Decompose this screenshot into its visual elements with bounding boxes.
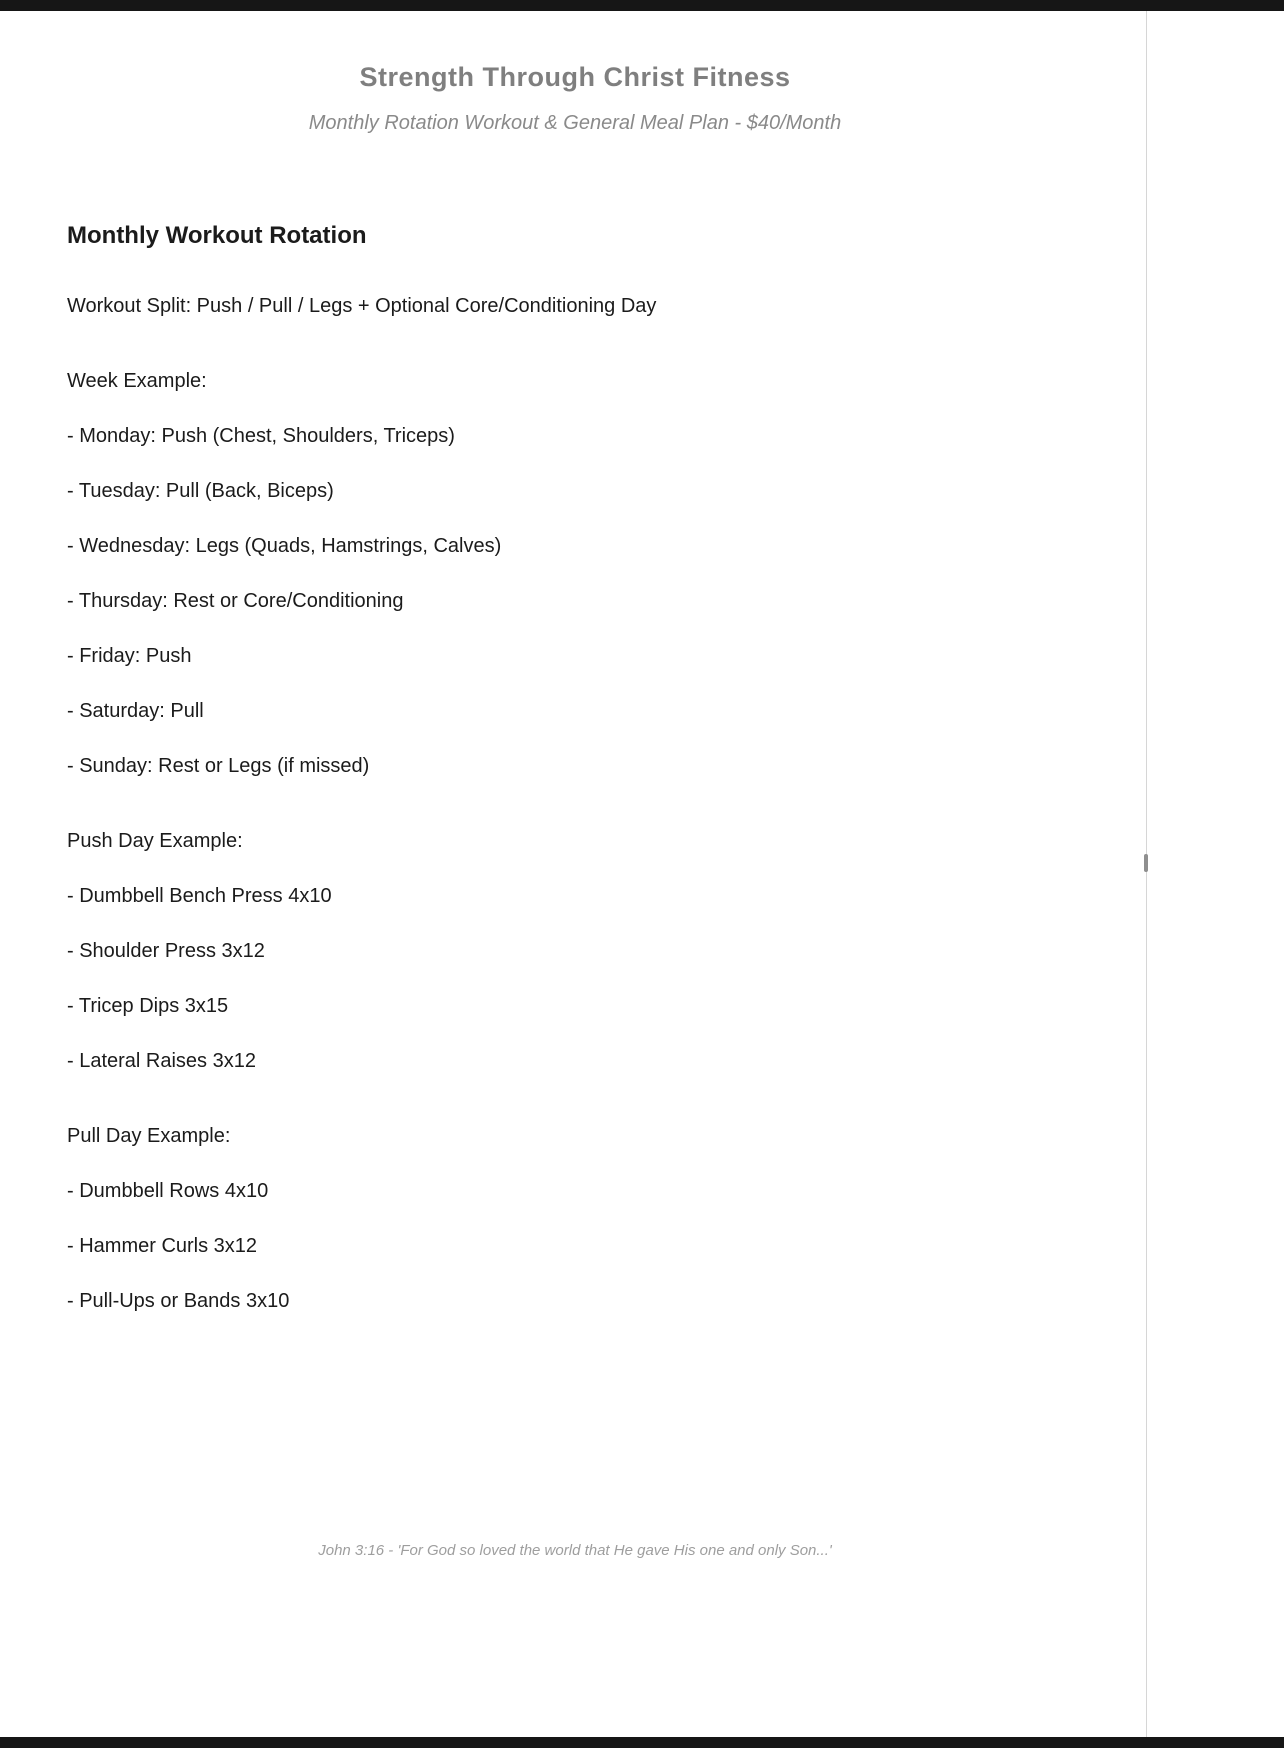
- push-item-shoulder-press: - Shoulder Press 3x12: [67, 940, 265, 962]
- document-footer-verse: John 3:16 - 'For God so loved the world that He gave His one and only Son...': [318, 1542, 832, 1559]
- section-heading-monthly-workout-rotation: Monthly Workout Rotation: [67, 222, 367, 249]
- page-right-edge-line: [1146, 11, 1147, 1737]
- week-item-sunday: - Sunday: Rest or Legs (if missed): [67, 755, 370, 777]
- push-item-tricep-dips: - Tricep Dips 3x15: [67, 995, 229, 1017]
- pull-item-hammer-curls: - Hammer Curls 3x12: [67, 1235, 258, 1257]
- week-item-monday: - Monday: Push (Chest, Shoulders, Triceps): [67, 425, 455, 447]
- pull-item-dumbbell-rows: - Dumbbell Rows 4x10: [67, 1180, 269, 1202]
- document-page: [0, 11, 1150, 1737]
- top-window-edge: [0, 0, 1284, 11]
- week-item-tuesday: - Tuesday: Pull (Back, Biceps): [67, 480, 334, 502]
- bottom-window-edge: [0, 1737, 1284, 1748]
- workout-split-line: Workout Split: Push / Pull / Legs + Optional Core/Conditioning Day: [67, 295, 657, 317]
- document-subtitle: Monthly Rotation Workout & General Meal Plan - $40/Month: [308, 112, 842, 134]
- pull-item-pull-ups: - Pull-Ups or Bands 3x10: [67, 1290, 290, 1312]
- week-item-wednesday: - Wednesday: Legs (Quads, Hamstrings, Calves): [67, 535, 502, 557]
- week-item-saturday: - Saturday: Pull: [67, 700, 204, 722]
- push-item-lateral-raises: - Lateral Raises 3x12: [67, 1050, 256, 1072]
- scrollbar-thumb[interactable]: [1144, 854, 1148, 872]
- document-title: Strength Through Christ Fitness: [359, 62, 791, 92]
- week-item-thursday: - Thursday: Rest or Core/Conditioning: [67, 590, 404, 612]
- pull-day-heading: Pull Day Example:: [67, 1125, 231, 1147]
- push-day-heading: Push Day Example:: [67, 830, 243, 852]
- push-item-bench-press: - Dumbbell Bench Press 4x10: [67, 885, 332, 907]
- week-item-friday: - Friday: Push: [67, 645, 192, 667]
- week-example-heading: Week Example:: [67, 370, 207, 392]
